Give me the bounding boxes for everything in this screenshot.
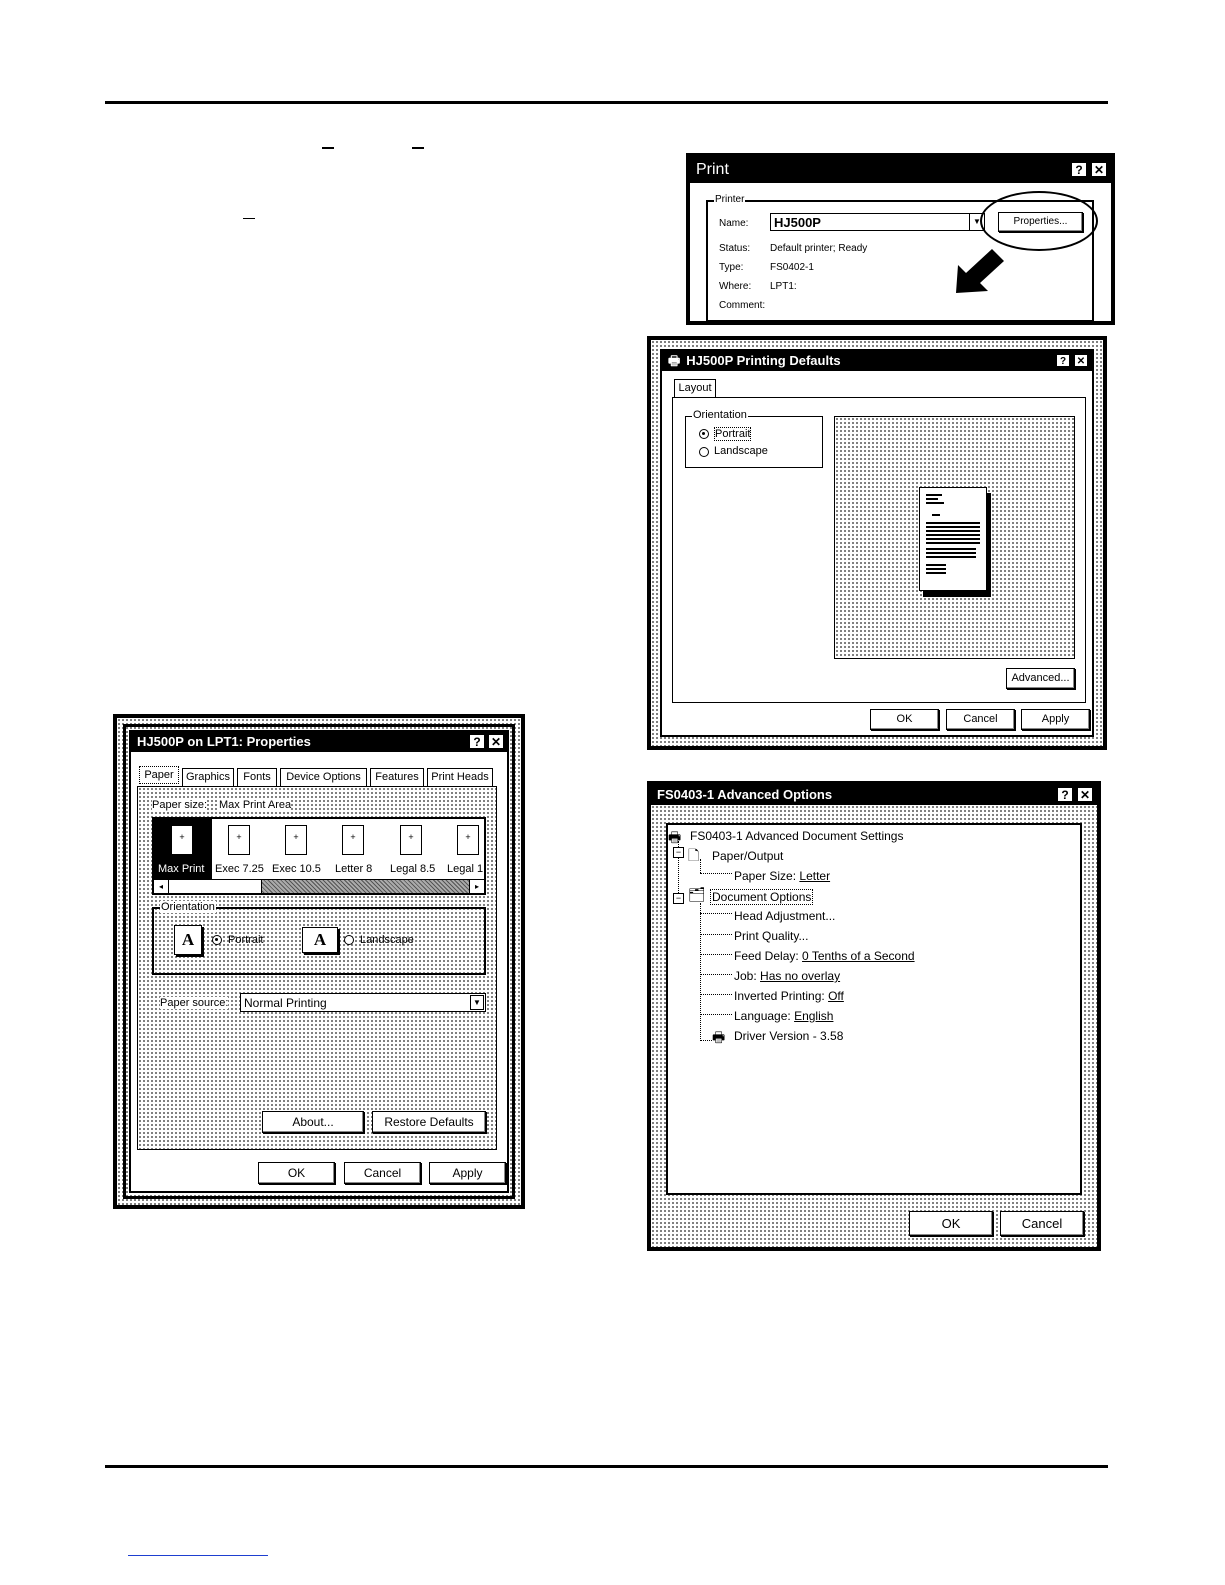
name-label: Name: bbox=[719, 218, 749, 229]
tree-root: FS0403-1 Advanced Document Settings bbox=[690, 829, 904, 843]
text-mark bbox=[243, 218, 255, 219]
paper-source-select[interactable] bbox=[240, 993, 486, 1012]
close-icon[interactable]: ✕ bbox=[1077, 787, 1093, 802]
paper-item-label: Letter 8 bbox=[335, 863, 373, 875]
advanced-title: FS0403-1 Advanced Options bbox=[657, 787, 833, 802]
cancel-button[interactable]: Cancel bbox=[1000, 1211, 1084, 1236]
printing-defaults-window bbox=[660, 349, 1094, 737]
printer-icon: 🖶 bbox=[668, 353, 681, 368]
help-icon[interactable]: ? bbox=[1056, 354, 1070, 367]
tree-document-options[interactable]: Document Options bbox=[712, 890, 812, 904]
properties-dialog bbox=[113, 714, 525, 1209]
page-preview bbox=[834, 416, 1075, 659]
tree-paper-size[interactable]: Paper Size: Letter bbox=[734, 869, 831, 883]
orientation-group bbox=[685, 409, 823, 468]
print-title: Print bbox=[696, 161, 729, 178]
paper-icon: + bbox=[457, 825, 479, 855]
chevron-down-icon[interactable]: ▼ bbox=[969, 214, 984, 230]
paper-item-label: Exec 10.5 bbox=[272, 863, 321, 875]
tree-print-quality[interactable]: Print Quality... bbox=[734, 929, 809, 943]
tab-fonts[interactable]: Fonts bbox=[237, 768, 277, 786]
type-label: Type: bbox=[719, 262, 744, 273]
help-icon[interactable]: ? bbox=[1057, 787, 1073, 802]
landscape-radio[interactable] bbox=[699, 447, 709, 457]
paper-icon: + bbox=[285, 825, 307, 855]
paper-item-label: Legal 1 bbox=[447, 863, 484, 875]
help-icon[interactable]: ? bbox=[469, 734, 485, 749]
paper-item-label: Exec 7.25 bbox=[215, 863, 264, 875]
ok-button[interactable]: OK bbox=[258, 1162, 335, 1184]
tab-print-heads[interactable]: Print Heads bbox=[427, 768, 493, 786]
close-icon[interactable]: ✕ bbox=[1091, 162, 1107, 177]
apply-button[interactable]: Apply bbox=[429, 1162, 506, 1184]
horizontal-scrollbar[interactable] bbox=[154, 879, 484, 894]
tree-job[interactable]: Job: Has no overlay bbox=[734, 969, 841, 983]
text-mark bbox=[412, 147, 424, 149]
scroll-left-icon[interactable]: ◂ bbox=[154, 880, 169, 893]
tab-features[interactable]: Features bbox=[370, 768, 424, 786]
defaults-titlebar bbox=[662, 351, 1092, 371]
portrait-radio[interactable] bbox=[212, 935, 222, 945]
tab-device-options[interactable]: Device Options bbox=[280, 768, 367, 786]
printer-icon: 🖶 bbox=[712, 1029, 726, 1045]
printer-name-select[interactable] bbox=[770, 213, 985, 231]
paper-icon: + bbox=[228, 825, 250, 855]
printing-defaults-dialog bbox=[647, 336, 1107, 750]
type-value: FS0402-1 bbox=[770, 262, 814, 273]
orientation-group bbox=[152, 901, 486, 975]
paper-size-label: Paper size: bbox=[152, 799, 208, 811]
tree-driver-version: Driver Version - 3.58 bbox=[734, 1029, 844, 1043]
chevron-down-icon[interactable]: ▼ bbox=[470, 995, 484, 1010]
footer-rule bbox=[105, 1465, 1108, 1468]
tree-head-adjustment[interactable]: Head Adjustment... bbox=[734, 909, 836, 923]
paper-size-list[interactable] bbox=[152, 817, 486, 895]
landscape-icon: A bbox=[302, 927, 338, 953]
orientation-caption: Orientation bbox=[161, 901, 215, 913]
tree-inverted-printing[interactable]: Inverted Printing: Off bbox=[734, 989, 844, 1003]
advanced-button[interactable]: Advanced... bbox=[1006, 668, 1075, 689]
portrait-icon: A bbox=[174, 925, 202, 955]
paper-icon: + bbox=[400, 825, 422, 855]
help-icon[interactable]: ? bbox=[1071, 162, 1087, 177]
apply-button[interactable]: Apply bbox=[1021, 709, 1090, 730]
highlight-ellipse bbox=[980, 191, 1098, 251]
tree-language[interactable]: Language: English bbox=[734, 1009, 834, 1023]
footer-link-underline bbox=[128, 1555, 268, 1556]
about-button[interactable]: About... bbox=[262, 1111, 364, 1133]
paper-item-label: Legal 8.5 bbox=[390, 863, 436, 875]
paper-icon: + bbox=[342, 825, 364, 855]
portrait-label: Portrait bbox=[228, 934, 264, 946]
scroll-right-icon[interactable]: ▸ bbox=[469, 880, 484, 893]
properties-window bbox=[129, 730, 509, 1193]
properties-title: HJ500P on LPT1: Properties bbox=[137, 734, 311, 749]
close-icon[interactable]: ✕ bbox=[488, 734, 504, 749]
orientation-caption: Orientation bbox=[693, 409, 747, 421]
paper-source-label: Paper source: bbox=[160, 997, 229, 1009]
layout-panel bbox=[672, 397, 1086, 703]
settings-icon: 🖶 bbox=[668, 829, 682, 845]
cancel-button[interactable]: Cancel bbox=[344, 1162, 421, 1184]
where-label: Where: bbox=[719, 281, 752, 292]
collapse-icon[interactable]: − bbox=[673, 893, 684, 904]
pointer-arrow-icon bbox=[952, 243, 1012, 307]
landscape-label: Landscape bbox=[714, 445, 768, 457]
landscape-radio[interactable] bbox=[344, 935, 354, 945]
paper-item-label: Max Print bbox=[158, 863, 205, 875]
paper-output-icon: 🗋 bbox=[688, 847, 700, 863]
restore-defaults-button[interactable]: Restore Defaults bbox=[372, 1111, 486, 1133]
close-icon[interactable]: ✕ bbox=[1074, 354, 1088, 367]
settings-tree bbox=[666, 823, 1082, 1195]
portrait-radio[interactable] bbox=[699, 429, 709, 439]
paper-source-value: Normal Printing bbox=[244, 996, 327, 1010]
cancel-button[interactable]: Cancel bbox=[946, 709, 1015, 730]
where-value: LPT1: bbox=[770, 281, 797, 292]
printer-name-value: HJ500P bbox=[774, 215, 821, 230]
print-titlebar bbox=[690, 157, 1111, 183]
ok-button[interactable]: OK bbox=[870, 709, 939, 730]
header-rule bbox=[105, 101, 1108, 104]
tree-paper-output[interactable]: Paper/Output bbox=[712, 849, 784, 863]
tab-layout[interactable]: Layout bbox=[674, 379, 716, 397]
properties-titlebar bbox=[131, 732, 507, 752]
print-dialog bbox=[686, 153, 1115, 325]
properties-button[interactable]: Properties... bbox=[998, 212, 1083, 232]
tab-graphics[interactable]: Graphics bbox=[182, 768, 234, 786]
landscape-label: Landscape bbox=[360, 934, 414, 946]
tab-paper[interactable]: Paper bbox=[139, 766, 179, 784]
advanced-titlebar bbox=[651, 785, 1097, 805]
status-value: Default printer; Ready bbox=[770, 243, 868, 254]
paper-panel bbox=[137, 786, 497, 1150]
printer-group-caption: Printer bbox=[715, 194, 745, 205]
collapse-icon[interactable]: − bbox=[673, 847, 684, 858]
tree-feed-delay[interactable]: Feed Delay: 0 Tenths of a Second bbox=[734, 949, 915, 963]
ok-button[interactable]: OK bbox=[909, 1211, 993, 1236]
document-options-icon: 🗂 bbox=[688, 886, 706, 902]
advanced-options-dialog bbox=[647, 781, 1101, 1251]
paper-icon: + bbox=[171, 825, 193, 855]
defaults-title: HJ500P Printing Defaults bbox=[686, 353, 841, 368]
portrait-label: Portrait bbox=[715, 428, 751, 440]
paper-size-value: Max Print Area bbox=[219, 799, 292, 811]
status-label: Status: bbox=[719, 243, 751, 254]
text-mark bbox=[322, 147, 334, 149]
comment-label: Comment: bbox=[719, 300, 766, 311]
page-sheet bbox=[919, 487, 987, 591]
scroll-thumb[interactable] bbox=[169, 880, 262, 893]
